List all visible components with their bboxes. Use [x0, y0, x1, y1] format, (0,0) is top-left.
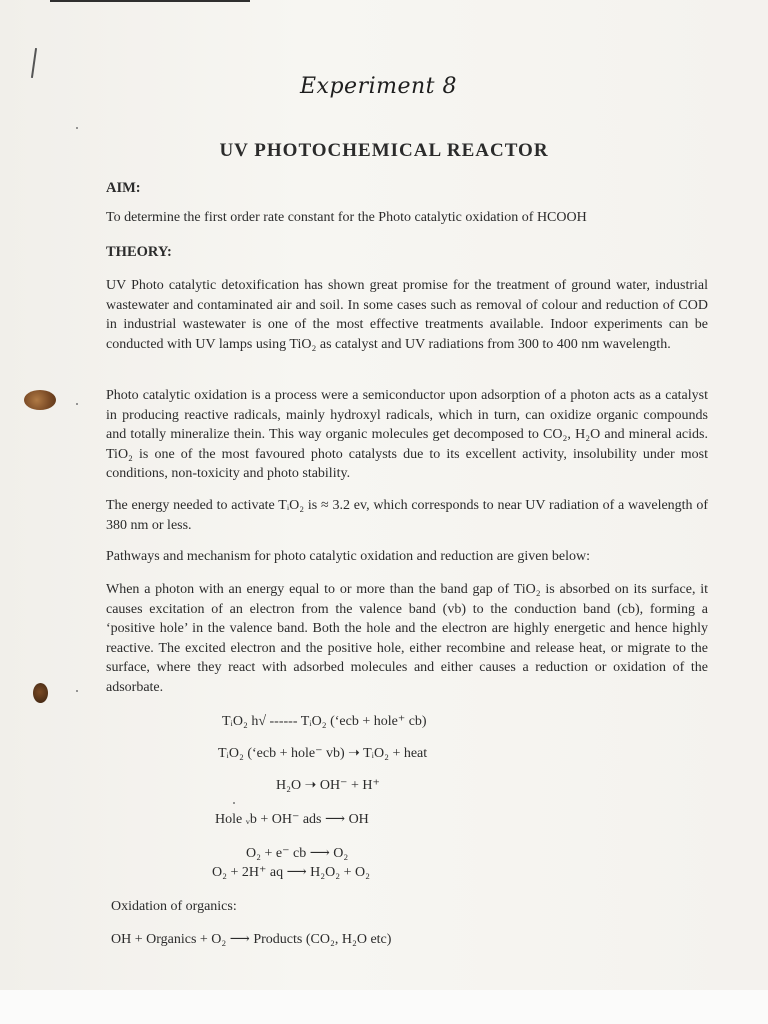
theory-paragraph-5: When a photon with an energy equal to or more than the band gap of TiO₂ is absorbed on its surface, it causes excitation of an electron from the valence band (vb) to the conduction band (cb), forming a ‘positive hole’ in the valence band. Both the hole and the electron are highly energetic and hence highly reactive. The excited electron and the positive hole, either recombine and release heat, or migrate to the surface, where they react with adsorbed molecules and either causes a reduction or oxidation of the adsorbate. — [106, 582, 708, 695]
aim-text: To determine the first order rate constant for the Photo catalytic oxidation of HCOOH — [106, 210, 587, 225]
handwritten-title: Experiment 8 — [300, 74, 458, 99]
speck — [76, 403, 78, 405]
reaction-2: TᵢO₂ (‘ecb + hole⁻ vb) ➝ TᵢO₂ + heat — [218, 746, 428, 761]
reaction-3: H₂O ➝ OH⁻ + H⁺ — [276, 778, 380, 793]
reaction-5: O₂ + e⁻ cb ⟶ O₂ — [246, 846, 349, 861]
speck — [76, 127, 78, 129]
page-bottom-margin — [0, 990, 768, 1024]
final-reaction: OH + Organics + O₂ ⟶ Products (CO₂, H₂O etc) — [111, 932, 392, 947]
theory-paragraph-1: UV Photo catalytic detoxification has shown great promise for the treatment of ground water, industrial wastewater and contaminated air and soil. In some cases such as removal of colour and reduction of COD in industrial wastewater is one of the most effective treatments available. Indoor experiments can be conducted with UV lamps using TiO₂ as catalyst and UV radiations from 300 to 400 nm wavelength. — [106, 278, 708, 352]
theory-paragraph-4: Pathways and mechanism for photo catalytic oxidation and reduction are given below: — [106, 549, 591, 564]
theory-heading: THEORY: — [106, 244, 172, 260]
document-title: UV PHOTOCHEMICAL REACTOR — [219, 140, 549, 161]
ink-stain-top — [24, 390, 56, 410]
aim-heading: AIM: — [106, 180, 141, 196]
theory-paragraph-2: Photo catalytic oxidation is a process were a semiconductor upon adsorption of a photon acts as a catalyst in producing reactive radicals, mainly hydroxyl radicals, which in turn, can oxidize organic compounds and totally mineralize thein. This way organic molecules get decomposed to CO₂, H₂O and mineral acids. TiO₂ is one of the most favoured photo catalysts due to its excellent activity, insolubility under most conditions, non-toxicity and photo stability. — [106, 388, 708, 481]
reaction-1: TᵢO₂ h√ ------ TᵢO₂ (‘ecb + hole⁺ cb) — [222, 714, 427, 729]
ink-stain-bottom — [33, 683, 48, 703]
reaction-4: Hole ᵥb + OH⁻ ads ⟶ OH — [215, 812, 369, 827]
oxidation-heading: Oxidation of organics: — [111, 899, 237, 914]
theory-paragraph-3: The energy needed to activate TᵢO₂ is ≈ 3.2 ev, which corresponds to near UV radiation of a wavelength of 380 nm or less. — [106, 498, 708, 533]
speck — [233, 802, 235, 804]
speck — [76, 690, 78, 692]
reaction-6: O₂ + 2H⁺ aq ⟶ H₂O₂ + O₂ — [212, 865, 371, 880]
top-edge-mark — [50, 0, 250, 2]
